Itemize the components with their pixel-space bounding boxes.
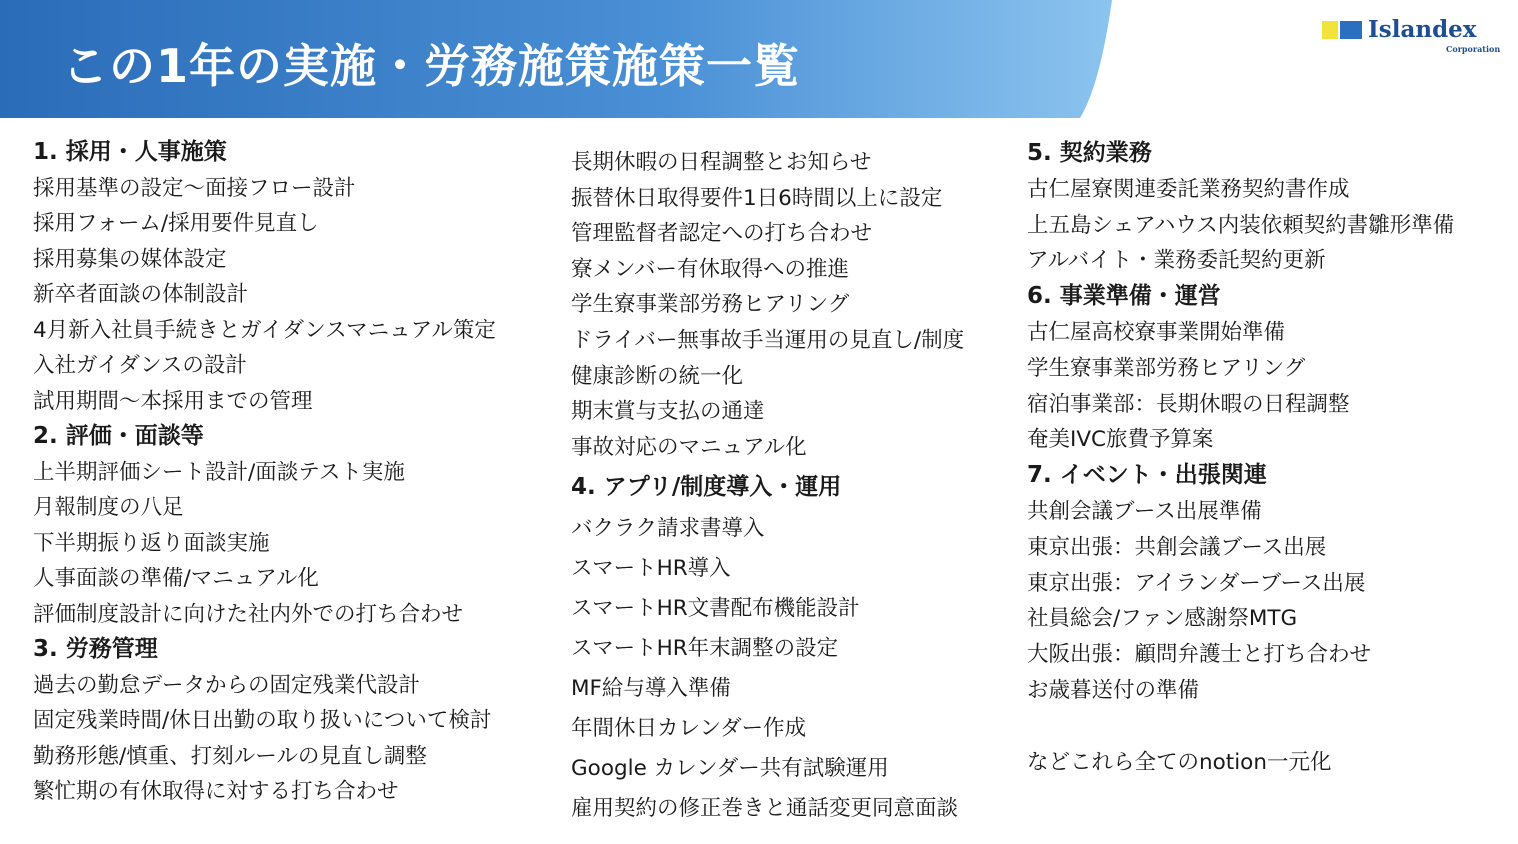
- column-2: [571, 145, 964, 828]
- spacer: [1027, 709, 1454, 745]
- list-item: 事故対応のマニュアル化: [571, 434, 807, 460]
- list-item: 試用期間〜本採用までの管理: [33, 388, 313, 414]
- list-item: 宿泊事業部：長期休暇の日程調整: [1027, 391, 1350, 417]
- logo-mark-icon: [1322, 21, 1362, 39]
- section-heading: 1. 採用・人事施策: [33, 139, 227, 165]
- list-item: 期末賞与支払の通達: [571, 399, 765, 425]
- list-item: MF給与導入準備: [571, 675, 731, 701]
- section-3-continued: [571, 145, 964, 465]
- list-item: 長期休暇の日程調整とお知らせ: [571, 150, 872, 175]
- list-item: スマートHR文書配布機能設計: [571, 596, 860, 622]
- column-1: [33, 135, 496, 810]
- list-item: ドライバー無事故手当運用の見直し/制度: [571, 327, 965, 353]
- list-item: 学生寮事業部労務ヒアリング: [571, 292, 850, 318]
- list-item: 奄美IVC旅費予算案: [1027, 427, 1214, 453]
- list-item: スマートHR年末調整の設定: [571, 636, 839, 662]
- logo-name: Islandex: [1368, 16, 1477, 43]
- list-item: Google カレンダー共有試験運用: [571, 755, 889, 781]
- section-heading: 2. 評価・面談等: [33, 423, 204, 449]
- list-item: 勤務形態/慎重、打刻ルールの見直し調整: [33, 743, 427, 769]
- list-item: 雇用契約の修正巻きと通話変更同意面談: [571, 795, 959, 821]
- list-item: 固定残業時間/休日出勤の取り扱いについて検討: [33, 708, 492, 733]
- list-item: 共創会議ブース出展準備: [1027, 498, 1262, 524]
- list-item: お歳暮送付の準備: [1027, 677, 1200, 703]
- section-4: [571, 465, 964, 828]
- list-item: 年間休日カレンダー作成: [571, 715, 807, 741]
- list-item: 振替休日取得要件1日6時間以上に設定: [571, 185, 943, 211]
- list-item: 上半期評価シート設計/面談テスト実施: [33, 459, 405, 485]
- section-heading: 6. 事業準備・運営: [1027, 283, 1221, 310]
- section-heading: 4. アプリ/制度導入・運用: [571, 474, 842, 501]
- list-item: 社員総会/ファン感謝祭MTG: [1027, 606, 1298, 632]
- column-3: [1027, 136, 1454, 781]
- list-item: アルバイト・業務委託契約更新: [1027, 248, 1326, 274]
- company-logo: [1322, 16, 1512, 56]
- section-heading: 5. 契約業務: [1027, 140, 1152, 166]
- list-item: 上五島シェアハウス内装依頼契約書雛形準備: [1027, 212, 1455, 238]
- list-item: 管理監督者認定への打ち合わせ: [571, 221, 873, 247]
- list-item: 健康診断の統一化: [571, 363, 744, 389]
- list-item: 採用フォーム/採用要件見直し: [33, 211, 319, 236]
- header-banner: [0, 0, 1518, 118]
- footer-note: などこれら全てのnotion一元化: [1027, 749, 1332, 775]
- list-item: 古仁屋高校寮事業開始準備: [1027, 319, 1286, 345]
- list-item: 月報制度の八足: [33, 495, 184, 520]
- list-item: 古仁屋寮関連委託業務契約書作成: [1027, 176, 1350, 202]
- list-item: 過去の勤怠データからの固定残業代設計: [33, 672, 421, 698]
- logo-sub: Corporation: [1446, 44, 1501, 54]
- section-heading: 3. 労務管理: [33, 636, 158, 662]
- list-item: 新卒者面談の体制設計: [33, 282, 249, 307]
- list-item: 人事面談の準備/マニュアル化: [33, 566, 319, 591]
- list-item: 評価制度設計に向けた社内外での打ち合わせ: [33, 601, 464, 627]
- list-item: 東京出張：共創会議ブース出展: [1027, 534, 1327, 560]
- list-item: 東京出張：アイランダーブース出展: [1027, 570, 1366, 596]
- list-item: バクラク請求書導入: [571, 516, 765, 542]
- page-title: この1年の実施・労務施策施策一覧: [62, 39, 801, 93]
- list-item: 採用基準の設定〜面接フロー設計: [33, 175, 356, 201]
- list-item: 採用募集の媒体設定: [33, 246, 227, 272]
- section-heading: 7. イベント・出張関連: [1027, 462, 1267, 489]
- list-item: 下半期振り返り面談実施: [33, 530, 270, 556]
- list-item: 繁忙期の有休取得に対する打ち合わせ: [33, 779, 399, 804]
- list-item: 入社ガイダンスの設計: [33, 353, 247, 378]
- list-item: 4月新入社員手続きとガイダンスマニュアル策定: [33, 317, 496, 343]
- list-item: スマートHR導入: [571, 556, 731, 582]
- list-item: 寮メンバー有休取得への推進: [571, 256, 849, 282]
- list-item: 大阪出張：顧問弁護士と打ち合わせ: [1027, 642, 1372, 668]
- list-item: 学生寮事業部労務ヒアリング: [1027, 355, 1306, 381]
